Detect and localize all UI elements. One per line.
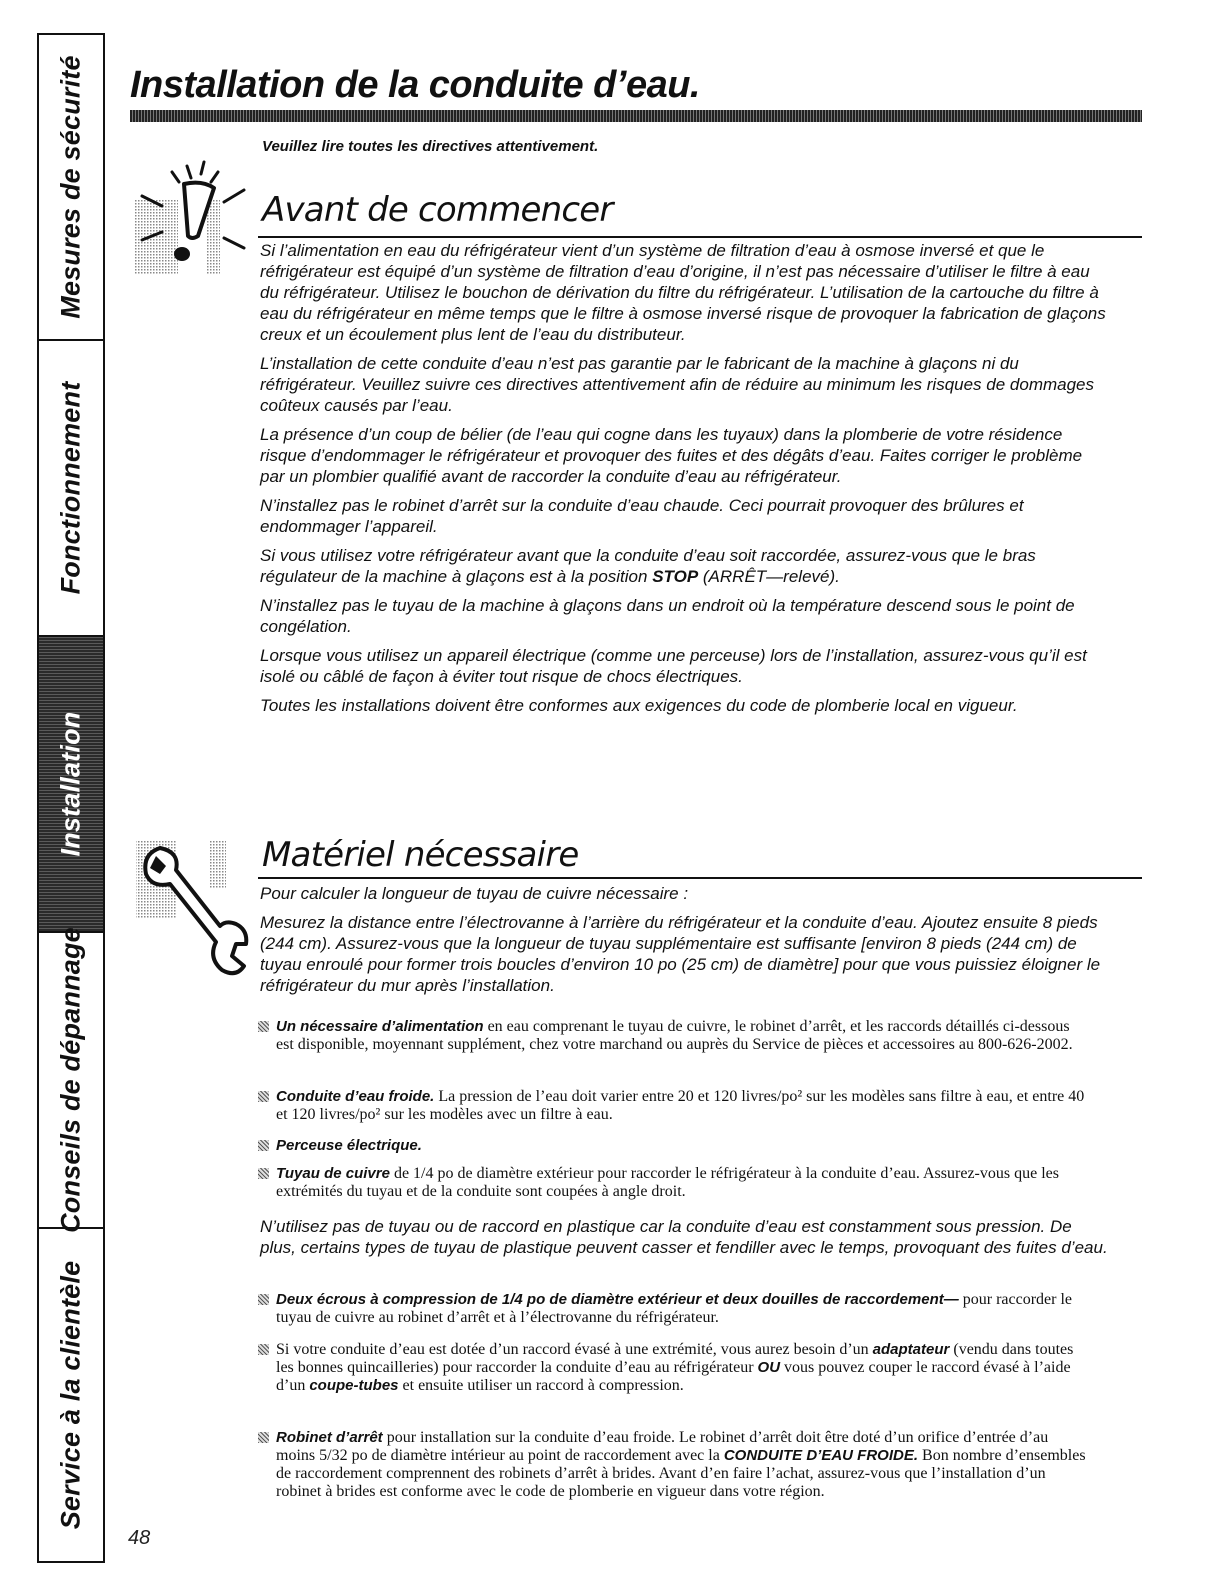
tab-installation[interactable] — [39, 637, 103, 933]
tab-label: Service à la clientèle — [55, 1260, 86, 1530]
list-item — [258, 1341, 1088, 1395]
list-item — [258, 1137, 1088, 1155]
tab-fonctionnement[interactable] — [39, 341, 103, 637]
tab-service-a-la-clientele[interactable] — [39, 1229, 103, 1561]
text: (ARRÊT—relevé). — [698, 567, 840, 586]
list-item — [258, 1429, 1088, 1501]
item-title: Un nécessaire d’alimentation — [276, 1018, 484, 1035]
bullet-icon — [258, 1294, 269, 1305]
section-avant-de-commencer — [260, 240, 1110, 724]
item-text: de 1/4 po de diamètre extérieur pour raccorder le réfrigérateur à la conduite d’eau. Assurez-vous que les extrémités du tuyau et de la conduite sont coupées à angle droit. — [276, 1165, 1059, 1200]
wrench-icon — [132, 838, 250, 978]
paragraph: N’installez pas le robinet d’arrêt sur la conduite d’eau chaude. Ceci pourrait provoquer des brûlures et endommager l’appareil. — [260, 496, 1024, 536]
item-text: pour raccorder le tuyau de cuivre au robinet d’arrêt et à l’électrovanne du réfrigérateur. — [276, 1291, 1072, 1326]
paragraph: La présence d’un coup de bélier (de l’eau qui cogne dans les tuyaux) dans la plomberie de votre résidence risque d’endommager le réfrigérateur et provoquer des fuites et des dégâts d’eau. Faites corriger le problème par un plombier qualifié avant de raccorder la conduite d’eau au réfrigérateur. — [260, 425, 1083, 486]
item-title: Robinet d’arrêt — [276, 1429, 383, 1446]
item-text: (vendu dans toutes les bonnes quincailleries) pour raccorder la conduite d’eau au réfrigérateur — [276, 1341, 1074, 1376]
section-title-avant-de-commencer: Avant de commencer — [262, 190, 613, 230]
item-text: Bon nombre d’ensembles de raccordement comprennent des robinets d’arrêt à brides. Avant d’en faire l’achat, assurez-vous que l’installation d’un robinet à brides est conforme avec le code de plomberie en vigueur dans votre région. — [276, 1447, 1086, 1500]
item-bold: adaptateur — [872, 1341, 950, 1358]
intro-text: Veuillez lire toutes les directives attentivement. — [262, 138, 599, 155]
paragraph: Lorsque vous utilisez un appareil électrique (comme une perceuse) lors de l’installation, assurez-vous qu’il est isolé ou câblé de façon à éviter tout risque de chocs électriques. — [260, 646, 1087, 686]
bullet-icon — [258, 1168, 269, 1179]
paragraph: Si l’alimentation en eau du réfrigérateur vient d’un système de filtration d’eau à osmose inversé et que le réfrigérateur est équipé d’un système de filtration d’eau d’origine, il n’est pas nécessaire d’utiliser le filtre à eau du réfrigérateur. Utilisez le bouchon de dérivation du filtre du réfrigérateur. L’utilisation de la cartouche du filtre à eau du réfrigérateur en même temps que le filtre à osmose inversé risque de provoquer la fabrication de glaçons creux et un écoulement plus lent de l’eau du distributeur. — [260, 241, 1106, 344]
tab-label: Conseils de dépannage — [55, 927, 86, 1233]
paragraph: N’utilisez pas de tuyau ou de raccord en plastique car la conduite d’eau est constamment sous pression. De plus, certains types de tuyau de plastique peuvent casser et fendiller avec le temps, provoquant des fuites d’eau. — [260, 1217, 1108, 1257]
item-title: Perceuse électrique. — [276, 1137, 422, 1154]
text: Si vous utilisez votre réfrigérateur avant que la conduite d’eau soit raccordée, assurez-vous que le bras régulateur de la machine à glaçons est à la position — [260, 546, 1036, 586]
paragraph: L’installation de cette conduite d’eau n’est pas garantie par le fabricant de la machine à glaçons ni du réfrigérateur. Veuillez suivre ces directives attentivement afin de réduire au minimum les risques de dommages coûteux causés par l’eau. — [260, 354, 1095, 415]
tab-mesures-de-securite[interactable] — [39, 35, 103, 341]
tab-conseils-de-depannage[interactable] — [39, 927, 103, 1233]
list-item — [258, 1088, 1088, 1124]
paragraph: Mesurez la distance entre l’électrovanne à l’arrière du réfrigérateur et la conduite d’eau. Ajoutez ensuite 8 pieds (244 cm). Assurez-vous que la longueur de tuyau supplémentaire est suffisante [environ 8 pieds (244 cm) de tuyau enroulé pour former trois boucles d’environ 10 po (25 cm) de diamètre] pour que vous puissiez éloigner le réfrigérateur du mur après l’installation. — [260, 913, 1101, 995]
tab-label: Mesures de sécurité — [55, 55, 86, 319]
plastic-note — [260, 1216, 1110, 1266]
side-tab-strip — [37, 33, 105, 1563]
section-rule — [258, 236, 1142, 238]
bullet-icon — [258, 1021, 269, 1032]
paragraph: Pour calculer la longueur de tuyau de cuivre nécessaire : — [260, 884, 689, 903]
paragraph — [260, 545, 1110, 587]
bullet-icon — [258, 1091, 269, 1102]
item-text: La pression de l’eau doit varier entre 20 et 120 livres/po² sur les modèles sans filtre à eau, et entre 40 et 120 livres/po² sur les modèles avec un filtre à eau. — [276, 1088, 1085, 1123]
bullet-icon — [258, 1432, 269, 1443]
item-text: en eau comprenant le tuyau de cuivre, le robinet d’arrêt, et les raccords détaillés ci-dessous est disponible, moyennant supplément, chez votre marchand ou auprès du Service de pièces et accessoires au 800-626-2002. — [276, 1018, 1073, 1053]
list-item — [258, 1165, 1088, 1201]
stop-label: STOP — [652, 567, 699, 586]
item-title: Conduite d’eau froide. — [276, 1088, 435, 1105]
item-text: vous pouvez couper le raccord évasé à l’aide d’un — [276, 1359, 1071, 1394]
list-item — [258, 1018, 1088, 1054]
bullet-icon — [258, 1140, 269, 1151]
materiel-intro — [260, 883, 1110, 1004]
tab-label: Installation — [55, 711, 86, 857]
tab-label: Fonctionnement — [55, 381, 86, 595]
section-rule — [258, 877, 1142, 879]
paragraph: Toutes les installations doivent être conformes aux exigences du code de plomberie local en vigueur. — [260, 696, 1018, 715]
item-bold: OU — [757, 1359, 781, 1376]
item-title: Deux écrous à compression de 1/4 po de diamètre extérieur et deux douilles de raccordement— — [276, 1291, 959, 1308]
bullet-icon — [258, 1344, 269, 1355]
item-title: Tuyau de cuivre — [276, 1165, 390, 1182]
item-text: et ensuite utiliser un raccord à compression. — [398, 1377, 684, 1394]
title-rule — [130, 110, 1142, 122]
item-bold: CONDUITE D’EAU FROIDE. — [723, 1447, 919, 1464]
section-title-materiel-necessaire: Matériel nécessaire — [262, 835, 579, 875]
item-bold: coupe-tubes — [309, 1377, 399, 1394]
page-title: Installation de la conduite d’eau. — [130, 64, 700, 106]
item-text: pour installation sur la conduite d’eau froide. Le robinet d’arrêt doit être doté d’un orifice d’entrée d’au moins 5/32 po de diamètre intérieur au point de raccordement avec la — [276, 1429, 1049, 1464]
list-item — [258, 1291, 1088, 1327]
item-text: Si votre conduite d’eau est dotée d’un raccord évasé à une extrémité, vous aurez besoin d’un — [276, 1341, 873, 1358]
paragraph: N’installez pas le tuyau de la machine à glaçons dans un endroit où la température descend sous le point de congélation. — [260, 596, 1075, 636]
page-number: 48 — [128, 1527, 151, 1549]
warning-exclamation-icon — [132, 158, 250, 276]
